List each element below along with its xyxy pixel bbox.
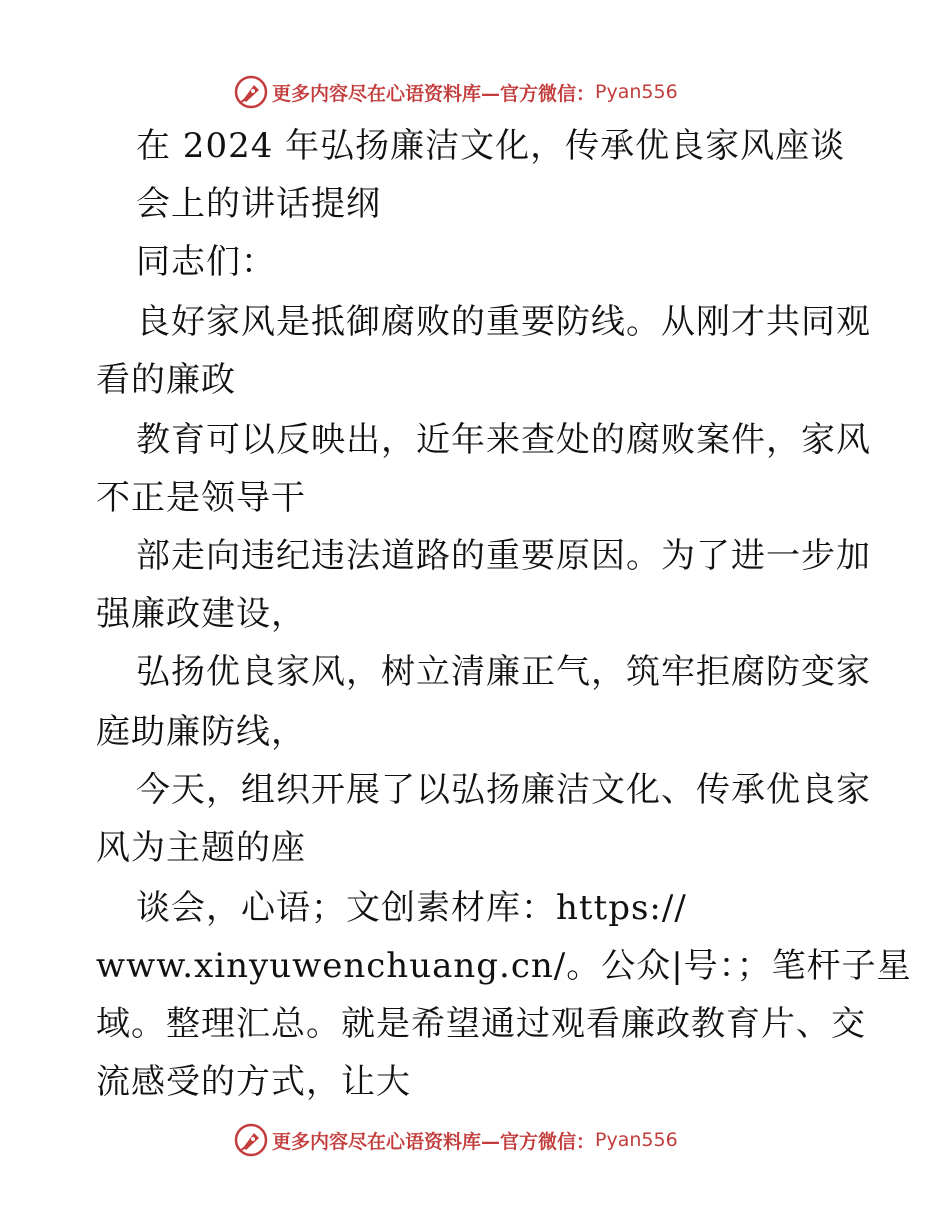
paragraph-line: 良好家风是抵御腐败的重要防线。从刚才共同观 [136,302,871,342]
wechat-id: Pyan556 [595,81,678,103]
paragraph-line: 部走向违纪违法道路的重要原因。为了进一步加 [136,536,871,576]
paragraph-line: 谈会，心语；文创素材库：https:// [136,888,687,928]
pen-nib-logo-icon [234,1123,268,1157]
footer-banner [0,1120,950,1160]
title-line-1: 在 2024 年弘扬廉洁文化，传承优良家风座谈 [136,126,846,166]
paragraph-line: www.xinyuwenchuang.cn/。公众|号：；笔杆子星 [96,946,912,986]
salutation: 同志们： [136,242,276,282]
paragraph-line: 看的廉政 [96,360,236,400]
paragraph-line: 庭助廉防线， [96,712,306,752]
wechat-id: Pyan556 [595,1129,678,1151]
paragraph-line: 风为主题的座 [96,828,306,868]
paragraph-line: 强廉政建设， [96,594,306,634]
paragraph-line: 域。整理汇总。就是希望通过观看廉政教育片、交 [96,1004,866,1044]
paragraph-line: 不正是领导干 [96,478,306,518]
title-line-2: 会上的讲话提纲 [136,184,381,224]
paragraph-line: 教育可以反映出，近年来查处的腐败案件，家风 [136,420,871,460]
paragraph-line: 今天，组织开展了以弘扬廉洁文化、传承优良家 [136,770,871,810]
banner-text: 更多内容尽在心语资料库—官方微信： [272,1130,596,1153]
paragraph-line: 弘扬优良家风，树立清廉正气，筑牢拒腐防变家 [136,652,871,692]
banner-text: 更多内容尽在心语资料库—官方微信： [272,82,596,105]
paragraph-line: 流感受的方式，让大 [96,1062,411,1102]
